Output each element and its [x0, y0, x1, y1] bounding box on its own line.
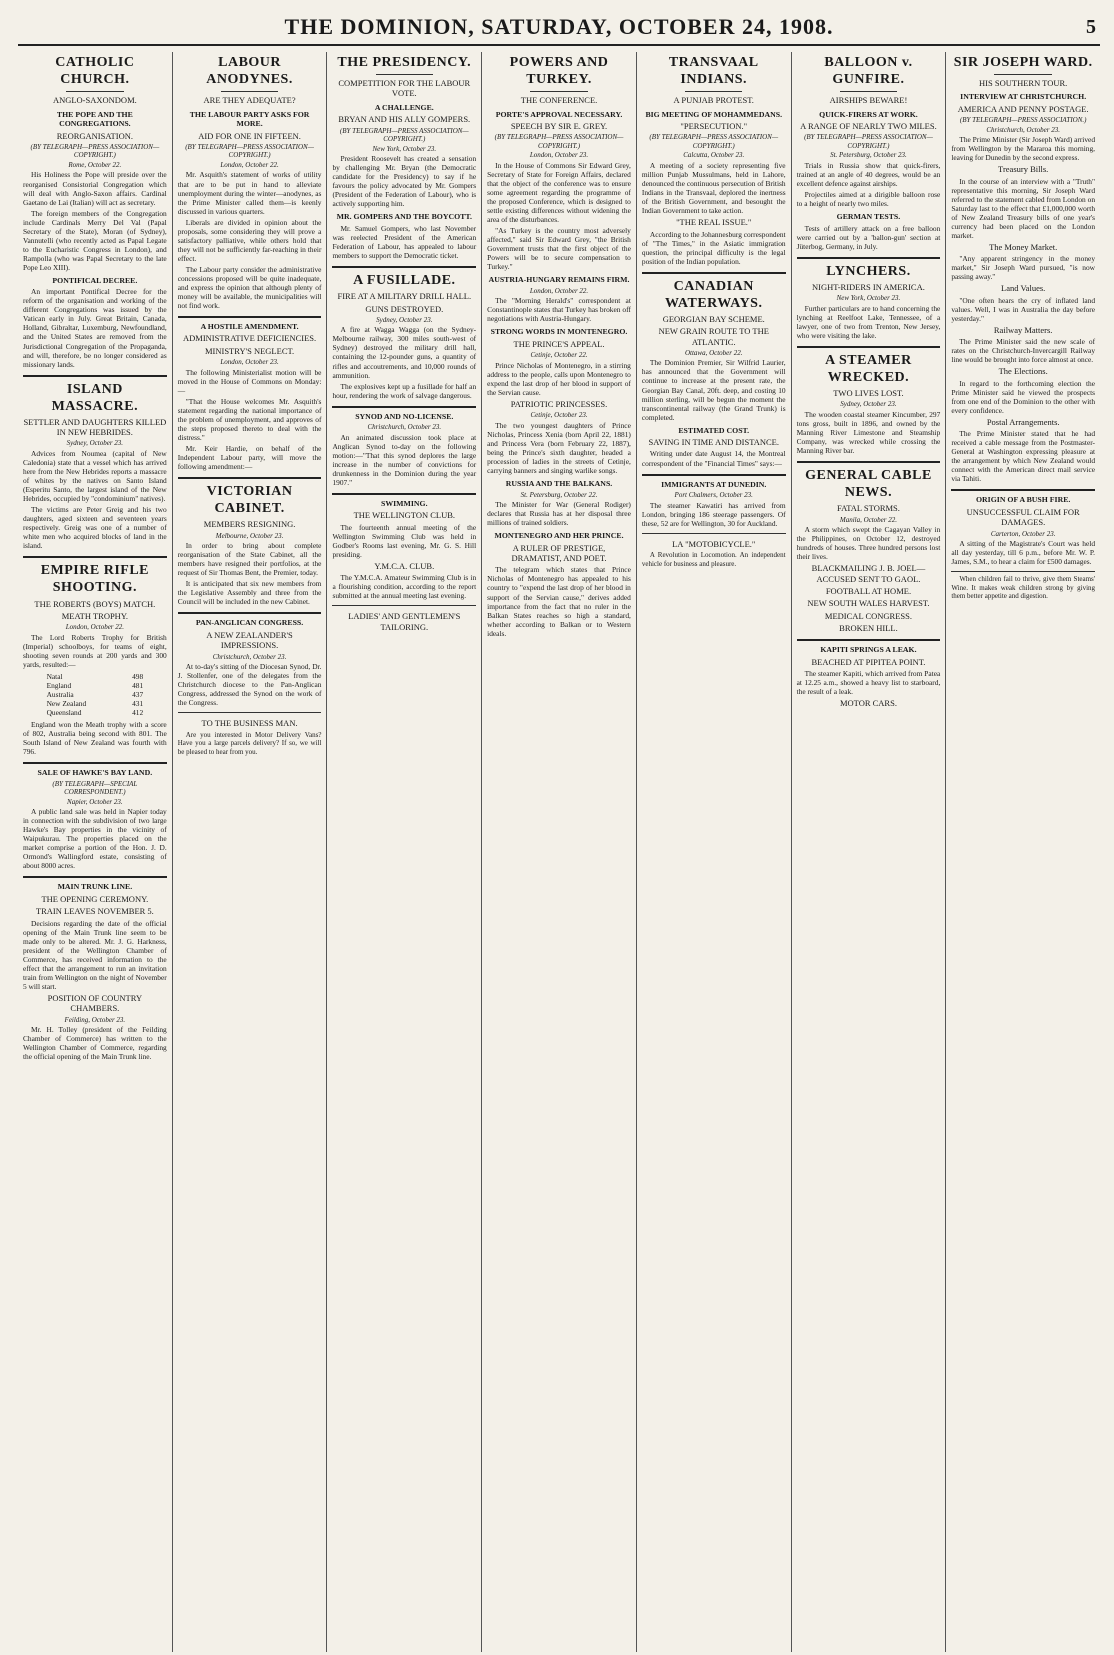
paragraph: Trials in Russia show that quick-firers, trained at an angle of 40 degrees, would be an excellent defence against airships. [796, 160, 941, 189]
subhead: "THE REAL ISSUE." [676, 217, 752, 228]
dateline: Ottawa, October 22. [684, 348, 743, 357]
dateline: London, October 23. [529, 151, 589, 160]
headline-balloon-v-gunfire: BALLOON v. GUNFIRE. [824, 55, 913, 88]
subhead: Treasury Bills. [998, 164, 1049, 175]
paragraph: Projectiles aimed at a dirigible balloon rose to a height of nearly two miles. [796, 190, 941, 209]
divider [23, 876, 167, 878]
subhead: TWO LIVES LOST. [833, 387, 904, 398]
dateline: London, October 22. [220, 160, 279, 169]
ad-text: A Revolution in Locomotion. An independent vehicle for business and pleasure. [641, 551, 786, 568]
headline-hostile-amendment: A HOSTILE AMENDMENT. [200, 321, 299, 331]
subhead: STRONG WORDS IN MONTENEGRO. [490, 327, 628, 337]
paragraph: The telegram which states that Prince Nicholas of Montenegro has appealed to his country to "expend the last drop of her blood in support of the Servian cause," derives added importance from the fact that no ruler in the Balkan States reaches so high a standard, whether according to Balkan or to Western ideals. [487, 565, 631, 638]
subhead: THE POPE AND THE CONGREGATIONS. [56, 109, 133, 129]
dateline: Napier, October 23. [67, 797, 123, 806]
headline-canadian-waterways: CANADIAN WATERWAYS. [664, 278, 763, 311]
paragraph: Tests of artillery attack on a free balloon were carried out by a 'ballon-gun' section at Jüterbog, Germany, in July. [796, 223, 941, 251]
paragraph: In regard to the forthcoming election the Prime Minister said he viewed the prospects from one end of the Dominion to the other with every confidence. [951, 378, 1096, 415]
paragraph: The foreign members of the Congregation include Cardinals Merry Del Val (Papal Secretary of the State), Moran (of Sydney), Vannutelli (who recently acted as Papal Legate to the Eucharistic Congress in London), and Rampolla (who was Papal Secretary to the late Pope Leo XIII). [23, 208, 167, 272]
paragraph: In the House of Commons Sir Edward Grey, Secretary of State for Foreign Affairs, declared that the object of the conference was to ensure some agreement regarding the programme of the proposed Conference, which is designed to settle existing differences without widening the area of the disturbances. [487, 160, 631, 225]
paragraph: A public land sale was held in Napier today in connection with the subdivision of two large Hawke's Bay properties in the vicinity of Waipukurau. The properties placed on the market comprise a portion of the Hon. J. D. Ormond's Wallingford estate, consisting of about 8000 acres. [23, 807, 167, 871]
subhead: BROKEN HILL. [839, 622, 898, 633]
dateline: St. Petersburg, October 23. [830, 151, 907, 160]
paragraph: Mr. Samuel Gompers, who last November was reelected President of the American Federation of Labour, has appealed to labour members to support the Democratic ticket. [332, 223, 477, 261]
paragraph: Mr. Asquith's statement of works of utility that are to be put in hand to alleviate unemployment during the winter—anodynes, as the Prime Minister called them—is keenly discussed in various quarters. [177, 170, 322, 216]
headline-lynchers: LYNCHERS. [826, 263, 911, 279]
table-row [45, 690, 146, 699]
paragraph: The Prime Minister stated that he had received a cable message from the Postmaster-General at Washington expressing pleasure at the arrangement by which New Zealand would connect with the American direct mail service via Tahiti. [951, 429, 1096, 484]
table-row [45, 681, 146, 690]
credit-line: (BY TELEGRAPH—PRESS ASSOCIATION—COPYRIGHT.) [649, 133, 779, 150]
headline-immigrants-at-dunedin: IMMIGRANTS AT DUNEDIN. [661, 479, 767, 489]
subhead: MOTOR CARS. [839, 698, 897, 709]
subhead: A RANGE OF NEARLY TWO MILES. [800, 121, 937, 132]
subhead: THE CONFERENCE. [520, 95, 598, 106]
masthead [18, 14, 1100, 46]
subhead: REORGANISATION. [56, 130, 133, 141]
paragraph: His Holiness the Pope will preside over the reorganised Consistorial Congregation which will deal with Anglo-Saxon affairs. Cardinal Gaetano de Lai (Italian) will act as secretary. [23, 170, 167, 207]
subhead: AMERICA AND PENNY POSTAGE. [957, 103, 1089, 114]
paragraph: A storm which swept the Cagayan Valley in the Philippines, on October 12, destroyed hundreds of houses. Three hundred persons lost their lives. [796, 525, 941, 562]
paragraph: The following Ministerialist motion will be moved in the House of Commons on Monday:— [177, 367, 322, 395]
paragraph: The Prime Minister said the new scale of rates on the Christchurch-Invercargill Railway line would be brought into force almost at once. [951, 337, 1096, 365]
dateline: Carterton, October 23. [990, 529, 1056, 538]
headline-hawkes-bay-land: SALE OF HAWKE'S BAY LAND. [37, 768, 153, 778]
subhead: The Elections. [998, 366, 1048, 377]
paragraph: The wooden coastal steamer Kincumber, 297 tons gross, built in 1896, and owned by the Manning River Limestone and Steamship Company, was wrecked while crossing the Manning River bar. [796, 409, 941, 455]
subhead: ADMINISTRATIVE DEFICIENCIES. [182, 333, 317, 344]
dateline: Christchurch, October 23. [212, 652, 287, 661]
column-6 [792, 52, 947, 1652]
credit-line: (BY TELEGRAPH—PRESS ASSOCIATION—COPYRIGHT.) [804, 133, 933, 150]
subhead: MR. GOMPERS AND THE BOYCOTT. [336, 212, 472, 222]
divider [951, 489, 1095, 491]
headline-victorian-cabinet: VICTORIAN CABINET. [206, 484, 293, 517]
paragraph: "Any apparent stringency in the money market," Sir Joseph Ward pursued, "is now passing away." [951, 254, 1096, 282]
headline-synod-no-license: SYNOD AND NO-LICENSE. [355, 411, 454, 421]
paragraph: The fourteenth annual meeting of the Wellington Swimming Club was held in Godber's Rooms last evening, Mr. G. S. Hill presiding. [332, 522, 477, 559]
subhead: FATAL STORMS. [836, 503, 900, 514]
subhead: NEW SOUTH WALES HARVEST. [807, 598, 930, 609]
paragraph: Decisions regarding the date of the official opening of the Main Trunk line seem to be made only to be altered. Mr. J. G. Harkness, president of the Wellington Chamber of Commerce, has received information to the effect that the arrangement to run an invitation train from Wellington on the night of November 5 will start. [23, 918, 167, 991]
paragraph: In the course of an interview with a "Truth" representative this morning, Sir Joseph Ward referred to the statement cabled from London on Saturday last to the effect that £1,000,000 worth of New Zealand Treasury bills of one year's currency had been placed on the London market. [951, 176, 1096, 240]
paragraph: The Dominion Premier, Sir Wilfrid Laurier, has announced that the Government will continue to increase at the present rate, the Georgian Bay Canal, 20ft. deep, and costing 10 million sterling, will be begun the moment the transcontinental railway (the Grand Trunk) is completed. [641, 358, 786, 422]
paragraph: A fire at Wagga Wagga (on the Sydney-Melbourne railway, 300 miles south-west of Sydney) destroyed the military drill hall, containing the 12-pounder guns, a quantity of rifles and accoutrements, and 10,000 rounds of ammunition. [332, 325, 477, 380]
subhead: THE WELLINGTON CLUB. [353, 510, 456, 521]
headline-steamer-wrecked: A STEAMER WRECKED. [825, 352, 912, 385]
column-4 [482, 52, 637, 1652]
subhead: THE LABOUR PARTY ASKS FOR MORE. [189, 109, 310, 129]
divider [23, 556, 167, 558]
dateline: Manila, October 22. [839, 515, 898, 524]
ad-text: Are you interested in Motor Delivery Vans? Have you a large parcels delivery? If so, we will be pleased to hear from you. [177, 730, 322, 756]
divider [332, 406, 476, 408]
subhead: AUSTRIA-HUNGARY REMAINS FIRM. [488, 275, 630, 285]
paragraph: The explosives kept up a fusillade for half an hour, rendering the work of salvage dangerous. [332, 381, 477, 400]
subhead: Postal Arrangements. [986, 416, 1060, 427]
subhead: RUSSIA AND THE BALKANS. [505, 479, 613, 489]
divider [178, 612, 322, 614]
team-score: 498 [132, 671, 144, 681]
subhead: Railway Matters. [993, 324, 1053, 335]
team-name: New Zealand [46, 698, 87, 708]
rule [221, 91, 278, 92]
subhead: Y.M.C.A. CLUB. [374, 560, 435, 571]
advertisement [642, 533, 786, 568]
subhead: SAVING IN TIME AND DISTANCE. [648, 437, 779, 448]
divider [23, 762, 167, 764]
headline-a-fusillade: A FUSILLADE. [353, 273, 456, 289]
team-name: Natal [46, 671, 63, 681]
subhead: PATRIOTIC PRINCESSES. [510, 398, 608, 409]
paragraph: A meeting of a society representing five million Punjab Mussulmans, held in Lahore, denounced the continuous persecution of British Indians in the Transvaal, deplored the inertness of the British Government, and besought the Indian Government to take action. [641, 160, 786, 216]
paragraph: England won the Meath trophy with a score of 802, Australia being second with 801. The South Island of New Zealand was fourth with 796. [23, 720, 167, 757]
paragraph: At to-day's sitting of the Diocesan Synod, Dr. J. Stollenfer, one of the delegates from the Christchurch diocese to the Pan-Anglican Congress, addressed the Synod on the work of the Congress. [177, 662, 322, 708]
headline-empire-rifle-shooting: EMPIRE RIFLE SHOOTING. [40, 563, 149, 596]
paragraph: Advices from Noumea (capital of New Caledonia) state that a vessel which has arrived here from the New Hebrides reports a massacre of whites by the natives on Santo Island (Esperitu Santo, the largest island of the New Hebrides, occupied by "condominium" natives). [23, 449, 167, 504]
team-score: 412 [132, 708, 144, 717]
subhead: SETTLER AND DAUGHTERS KILLED IN NEW HEBRIDES. [23, 416, 167, 438]
rule [685, 91, 742, 92]
credit-line: (BY TELEGRAPH—PRESS ASSOCIATION.) [959, 116, 1087, 125]
paragraph: The Minister for War (General Rodiger) declares that Russia has at her disposal three millions of trained soldiers. [487, 500, 631, 528]
team-name: England [46, 680, 72, 690]
subhead: MONTENEGRO AND HER PRINCE. [494, 531, 624, 541]
dateline: Port Chalmers, October 23. [674, 491, 753, 500]
paragraph: Liberals are divided in opinion about the proposals, some considering they will prove a satisfactory palliative, while others hold that they will not be sufficiently far-reaching in their effect. [177, 217, 322, 263]
dateline: Feilding, October 23. [64, 1015, 126, 1024]
divider [797, 257, 941, 259]
dateline: St. Petersburg, October 22. [520, 490, 598, 499]
table-row [45, 699, 146, 708]
dateline: Cetinje, October 23. [530, 411, 588, 420]
column-3 [327, 52, 482, 1652]
paragraph: The two youngest daughters of Prince Nicholas, Princess Xenia (born April 22, 1881) and Princess Vera (born February 22, 1887), being the Prince's sixth daughter, headed a procession of ladies in the streets of Cetinje, carrying banners and singing warlike songs. [487, 420, 631, 476]
credit-line: (BY TELEGRAPH—PRESS ASSOCIATION—COPYRIGHT.) [185, 142, 314, 160]
ad-heading: TO THE BUSINESS MAN. [201, 718, 298, 729]
paragraph: "As Turkey is the country most adversely affected," said Sir Edward Grey, "the British Government trusts that the first object of the Powers will be to secure compensation to Turkey." [487, 226, 631, 272]
subhead: ARE THEY ADEQUATE? [203, 95, 296, 106]
divider [797, 461, 941, 463]
advertisement [178, 712, 322, 756]
subhead: ANGLO-SAXONDOM. [52, 95, 137, 106]
team-name: Queensland [46, 708, 82, 717]
divider [178, 477, 322, 479]
subhead: BEACHED AT PIPITEA POINT. [811, 656, 926, 667]
dateline: New York, October 23. [836, 294, 901, 303]
rule [376, 74, 433, 75]
headline-catholic-church: CATHOLIC CHURCH. [55, 55, 135, 88]
headline-labour-anodynes: LABOUR ANODYNES. [206, 55, 293, 88]
subhead: UNSUCCESSFUL CLAIM FOR DAMAGES. [966, 506, 1080, 528]
subhead: SPEECH BY SIR E. GREY. [510, 121, 608, 132]
subhead: MEMBERS RESIGNING. [203, 519, 296, 530]
subhead: HIS SOUTHERN TOUR. [979, 78, 1068, 89]
divider [797, 639, 941, 641]
dateline: Melbourne, October 23. [215, 531, 284, 540]
ad-text: When children fail to thrive, give them Steams' Wine. It makes weak children strong by giving them better appetite and digestion. [951, 575, 1096, 601]
subhead: TRAIN LEAVES NOVEMBER 5. [35, 906, 154, 917]
paragraph: Writing under date August 14, the Montreal correspondent of the "Financial Times" says:— [641, 449, 786, 468]
masthead-title: THE DOMINION, SATURDAY, OCTOBER 24, 1908. [284, 14, 834, 39]
paragraph: The steamer Kawatiri has arrived from London, bringing 186 steerage passengers. Of these, 52 are for Wellington, 30 for Auckland. [641, 500, 786, 528]
paragraph: "That the House welcomes Mr. Asquith's statement regarding the national importance of the problem of unemployment, and approves of the steps proposed thereto to deal with the distress." [177, 396, 322, 442]
subhead: BRYAN AND HIS ALLY GOMPERS. [338, 114, 471, 125]
advertisement [951, 571, 1095, 601]
subhead: FOOTBALL AT HOME. [825, 585, 912, 596]
headline-swimming: SWIMMING. [381, 498, 428, 508]
paragraph: Mr. H. Tolley (president of the Feilding Chamber of Commerce) has written to the Wellington Chamber of Commerce, regarding the official opening of the Main Trunk line. [23, 1025, 167, 1062]
subhead: GUNS DESTROYED. [365, 303, 444, 314]
paragraph: A sitting of the Magistrate's Court was held all day yesterday, till 6 p.m., before Mr. W. P. James, S.M., to hear a claim for £500 damages. [951, 539, 1096, 567]
headline-the-presidency: THE PRESIDENCY. [337, 55, 472, 70]
paragraph: It is anticipated that six new members from the Legislative Assembly and three from the Council will be included in the new Cabinet. [177, 579, 322, 607]
dateline: Calcutta, October 23. [683, 151, 745, 160]
team-score: 481 [132, 680, 144, 690]
subhead: A NEW ZEALANDER'S IMPRESSIONS. [206, 629, 293, 651]
paragraph: An animated discussion took place at Anglican Synod to-day on the following motion:—"That this synod deplores the large increase in the number of convictions for drunkenness in the Dominion during the year 1907." [332, 432, 477, 487]
credit-line: (BY TELEGRAPH—PRESS ASSOCIATION—COPYRIGHT.) [30, 142, 160, 160]
credit-line: (BY TELEGRAPH—PRESS ASSOCIATION—COPYRIGHT.) [339, 126, 469, 144]
dateline: London, October 23. [220, 358, 279, 367]
paragraph: In order to bring about complete reorganisation of the State Cabinet, all the members have resigned their portfolios, at the request of Sir Thomas Bent, the Premier, today. [177, 541, 322, 578]
divider [332, 266, 476, 268]
paragraph: Mr. Keir Hardie, on behalf of the Independent Labour party, will move the following amendment:— [177, 443, 322, 471]
dateline: Sydney, October 23. [376, 315, 433, 324]
paragraph: The steamer Kapiti, which arrived from Patea at 12.25 a.m., showed a heavy list to starboard, the result of a leak. [796, 669, 941, 697]
rule [530, 91, 587, 92]
table-row [45, 708, 146, 717]
dateline: London, October 22. [529, 286, 589, 295]
paragraph: The Labour party consider the administrative concessions proposed will be quite inadequate, and express the opinion that although plenty of money will be available, the municipalities will not find work. [177, 264, 322, 310]
dateline: New York, October 23. [372, 144, 437, 153]
subhead: PORTE'S APPROVAL NECESSARY. [495, 109, 623, 119]
subhead: GEORGIAN BAY SCHEME. [662, 313, 765, 324]
headline-kapiti-springs-leak: KAPITI SPRINGS A LEAK. [820, 645, 917, 655]
column-5 [637, 52, 792, 1652]
subhead: PONTIFICAL DECREE. [52, 275, 138, 285]
scores-table [45, 672, 146, 717]
column-1 [18, 52, 173, 1652]
subhead: THE ROBERTS (BOYS) MATCH. [34, 598, 156, 609]
paragraph: An important Pontifical Decree for the reform of the organisation and working of the different Congregations was issued by the Vatican early in July. Great Britain, Canada, Holland, Gibraltar, Luxemburg, Newfoundland, and the United States are removed from the Jurisdictional Congregation of the Propaganda, and will, therefore, be no longer considered as missionary lands. [23, 287, 167, 369]
headline-origin-of-bush-fire: ORIGIN OF A BUSH FIRE. [975, 495, 1071, 505]
dateline: Sydney, October 23. [840, 400, 897, 409]
paragraph: The "Morning Herald's" correspondent at Constantinople states that Turkey has broken off negotiations with Austria-Hungary. [487, 296, 631, 324]
dateline: Christchurch, October 23. [986, 125, 1060, 134]
subhead: AID FOR ONE IN FIFTEEN. [198, 130, 301, 141]
team-score: 431 [132, 698, 144, 708]
subhead: BLACKMAILING J. B. JOEL—ACCUSED SENT TO GAOL. [811, 563, 926, 584]
subhead: FIRE AT A MILITARY DRILL HALL. [337, 291, 472, 302]
subhead: MEDICAL CONGRESS. [824, 610, 912, 621]
subhead: QUICK-FIRERS AT WORK. [819, 109, 918, 119]
subhead: Land Values. [1001, 283, 1046, 294]
subhead: A CHALLENGE. [374, 102, 434, 112]
dateline: Christchurch, October 23. [367, 423, 442, 432]
headline-general-cable-news: GENERAL CABLE NEWS. [805, 468, 932, 501]
paragraph: "One often hears the cry of inflated land values. Well, I was in Australia the day before yesterday." [951, 295, 1096, 323]
subhead: ESTIMATED COST. [678, 425, 750, 435]
columns [18, 52, 1100, 1652]
subhead: MEATH TROPHY. [61, 610, 128, 621]
column-7 [946, 52, 1100, 1652]
headline-pan-anglican-congress: PAN-ANGLICAN CONGRESS. [195, 618, 304, 628]
headline-sir-joseph-ward: SIR JOSEPH WARD. [953, 55, 1093, 70]
divider [23, 375, 167, 377]
paragraph: The victims are Peter Greig and his two daughters, aged sixteen and seventeen years respectively. Greig was one of a number of white men who acquired blocks of land in the island. [23, 505, 167, 551]
subhead: POSITION OF COUNTRY CHAMBERS. [47, 992, 143, 1014]
divider [797, 346, 941, 348]
subhead: NIGHT-RIDERS IN AMERICA. [812, 281, 925, 292]
subhead: INTERVIEW AT CHRISTCHURCH. [960, 92, 1087, 102]
subhead: AIRSHIPS BEWARE! [829, 95, 908, 106]
subhead: MINISTRY'S NEGLECT. [204, 345, 295, 356]
ad-heading: LADIES' AND GENTLEMEN'S TAILORING. [348, 611, 461, 632]
headline-transvaal-indians: TRANSVAAL INDIANS. [668, 55, 759, 88]
subhead: GERMAN TESTS. [836, 212, 901, 222]
paragraph: Further particulars are to hand concerning the lynching at Reelfoot Lake, Tennessee, of a lawyer, one of two from Trenton, New Jersey, who were visiting the lake. [796, 303, 941, 340]
subhead: A PUNJAB PROTEST. [673, 95, 754, 106]
paragraph: According to the Johannesburg correspondent of "The Times," in the Asiatic immigration question, the principal difficulty is the legal position of the Indian population. [641, 229, 786, 266]
headline-main-trunk-line: MAIN TRUNK LINE. [57, 882, 133, 892]
subhead: BIG MEETING OF MOHAMMEDANS. [645, 109, 783, 119]
dateline: Cetinje, October 22. [530, 351, 588, 360]
subhead: NEW GRAIN ROUTE TO THE ATLANTIC. [658, 326, 769, 347]
rule [66, 91, 123, 92]
divider [642, 272, 786, 274]
dateline: Sydney, October 23. [66, 439, 124, 448]
credit-line: (BY TELEGRAPH—PRESS ASSOCIATION—COPYRIGHT.) [494, 133, 624, 150]
headline-island-massacre: ISLAND MASSACRE. [51, 381, 139, 414]
divider [178, 316, 322, 318]
dateline: London, October 22. [65, 623, 125, 632]
page-number: 5 [1086, 16, 1096, 38]
subhead: "PERSECUTION." [680, 121, 748, 132]
paragraph: Prince Nicholas of Montenegro, in a stirring address to the people, calls upon Montenegro to expend the last drop of her blood in support of the Servian cause. [487, 360, 631, 397]
table-row [45, 672, 146, 681]
credit-line: (BY TELEGRAPH—SPECIAL CORRESPONDENT.) [52, 779, 138, 797]
subhead: The Money Market. [989, 242, 1058, 253]
rule [994, 74, 1051, 75]
advertisement [332, 605, 476, 632]
rule [840, 91, 897, 92]
column-2 [173, 52, 328, 1652]
paragraph: The Prime Minister (Sir Joseph Ward) arrived from Wellington by the Mararoa this morning, leaving for Dunedin by the second express. [951, 135, 1096, 163]
dateline: Rome, October 22. [68, 160, 122, 169]
subhead: COMPETITION FOR THE LABOUR VOTE. [338, 78, 471, 99]
team-name: Australia [46, 689, 74, 699]
divider [642, 474, 786, 476]
paragraph: President Roosevelt has created a sensation by challenging Mr. Bryan (the Democratic candidate for the Presidency) to say if he favours the policy advocated by Mr. Gompers (President of the Federation of Labour), who is actively supporting him. [332, 154, 477, 209]
paragraph: The Lord Roberts Trophy for British (Imperial) schoolboys, for teams of eight, shooting seven rounds at 200 yards and 300 yards, resulted:— [23, 632, 167, 669]
subhead: A RULER OF PRESTIGE, DRAMATIST, AND POET. [511, 542, 607, 564]
subhead: THE OPENING CEREMONY. [41, 893, 149, 904]
paragraph: The Y.M.C.A. Amateur Swimming Club is in a flourishing condition, according to the report submitted at the annual meeting last evening. [332, 573, 477, 601]
divider [332, 493, 476, 495]
ad-heading: LA "MOTOBICYCLE." [672, 538, 756, 549]
headline-powers-and-turkey: POWERS AND TURKEY. [509, 55, 609, 88]
subhead: THE PRINCE'S APPEAL. [513, 338, 605, 349]
team-score: 437 [132, 689, 144, 699]
